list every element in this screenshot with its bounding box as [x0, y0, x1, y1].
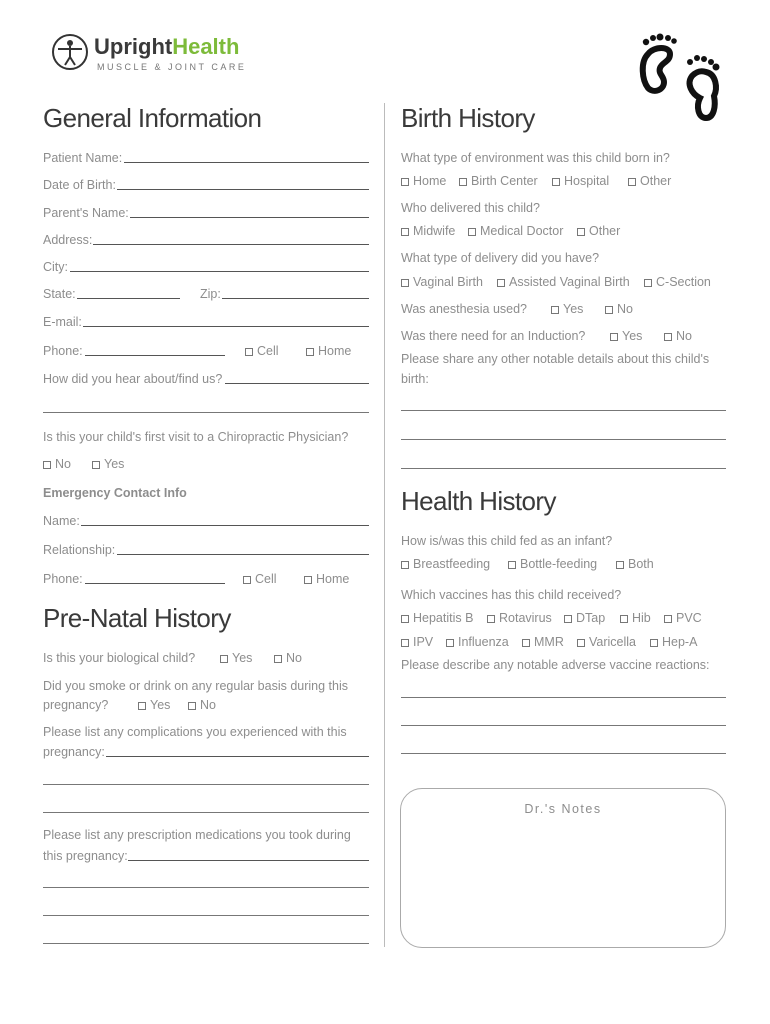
delivery-type-question: What type of delivery did you have? [401, 251, 600, 265]
env-home-option[interactable]: Home [401, 174, 446, 188]
fed-both-option[interactable]: Both [616, 557, 654, 571]
delivered-midwife-option[interactable]: Midwife [401, 224, 455, 238]
checkbox[interactable] [401, 615, 409, 623]
checkbox[interactable] [220, 655, 228, 663]
checkbox[interactable] [610, 333, 618, 341]
checkbox[interactable] [564, 615, 572, 623]
vaccine-influenza-option[interactable]: Influenza [446, 635, 509, 649]
doctors-notes-title: Dr.'s Notes [524, 802, 602, 816]
ec-relationship-field[interactable] [117, 554, 369, 555]
patient-name-label: Patient Name: [43, 151, 123, 165]
env-birth-center-option[interactable]: Birth Center [459, 174, 538, 188]
anesthesia-yes-option[interactable]: Yes [551, 302, 583, 316]
ec-cell-option[interactable]: Cell [243, 572, 277, 586]
delivered-question: Who delivered this child? [401, 201, 540, 215]
vaccine-hepatitis-b-option[interactable]: Hepatitis B [401, 611, 473, 625]
checkbox[interactable] [577, 639, 585, 647]
email-field[interactable] [83, 326, 369, 327]
smoke-question-line1: Did you smoke or drink on any regular basis during this [43, 679, 349, 693]
induction-question: Was there need for an Induction? [401, 329, 586, 343]
complications-field-line2[interactable] [43, 784, 369, 785]
phone-label: Phone: [43, 344, 83, 358]
checkbox[interactable] [522, 639, 530, 647]
general-information-heading: General Information [43, 103, 262, 133]
first-visit-yes-option[interactable]: Yes [92, 457, 124, 471]
notable-question-line2: birth: [401, 372, 429, 386]
zip-label: Zip: [200, 287, 221, 301]
parent-name-label: Parent's Name: [43, 206, 129, 220]
checkbox[interactable] [274, 655, 282, 663]
notable-question-line1: Please share any other notable details about this child's [401, 352, 710, 366]
checkbox[interactable] [577, 228, 585, 236]
dob-label: Date of Birth: [43, 178, 116, 192]
checkbox[interactable] [644, 279, 652, 287]
vaccine-ipv-option[interactable]: IPV [401, 635, 433, 649]
env-hospital-option[interactable]: Hospital [552, 174, 609, 188]
checkbox[interactable] [245, 348, 253, 356]
checkbox[interactable] [243, 576, 251, 584]
fed-breastfeeding-option[interactable]: Breastfeeding [401, 557, 490, 571]
checkbox[interactable] [446, 639, 454, 647]
delivery-vaginal-option[interactable]: Vaginal Birth [401, 275, 483, 289]
checkbox[interactable] [497, 279, 505, 287]
checkbox[interactable] [508, 561, 516, 569]
vaccine-hep-a-option[interactable]: Hep-A [650, 635, 697, 649]
vitruvian-man-icon [52, 34, 88, 70]
adverse-field-line3[interactable] [401, 753, 726, 754]
delivered-doctor-option[interactable]: Medical Doctor [468, 224, 563, 238]
checkbox[interactable] [43, 461, 51, 469]
bio-child-question: Is this your biological child? [43, 651, 196, 665]
checkbox[interactable] [138, 702, 146, 710]
ec-phone-label: Phone: [43, 572, 83, 586]
first-visit-question: Is this your child's first visit to a Chiropractic Physician? [43, 430, 349, 444]
meds-field[interactable] [128, 860, 369, 861]
checkbox[interactable] [459, 178, 467, 186]
doctors-notes-box[interactable] [400, 788, 726, 948]
meds-field-line3[interactable] [43, 915, 369, 916]
birth-history-heading: Birth History [401, 103, 535, 133]
zip-field[interactable] [222, 298, 369, 299]
phone-field[interactable] [85, 355, 225, 356]
checkbox[interactable] [620, 615, 628, 623]
checkbox[interactable] [401, 639, 409, 647]
vaccine-hib-option[interactable]: Hib [620, 611, 651, 625]
checkbox[interactable] [188, 702, 196, 710]
induction-no-option[interactable]: No [664, 329, 692, 343]
adverse-field-line2[interactable] [401, 725, 726, 726]
adverse-field-line1[interactable] [401, 697, 726, 698]
bio-child-no-option[interactable]: No [274, 651, 302, 665]
induction-yes-option[interactable]: Yes [610, 329, 642, 343]
delivery-csection-option[interactable]: C-Section [644, 275, 711, 289]
hear-about-field-line2[interactable] [43, 412, 369, 413]
meds-field-line4[interactable] [43, 943, 369, 944]
vaccine-rotavirus-option[interactable]: Rotavirus [487, 611, 552, 625]
email-label: E-mail: [43, 315, 82, 329]
checkbox[interactable] [401, 279, 409, 287]
hear-about-field[interactable] [225, 383, 369, 384]
vaccine-pvc-option[interactable]: PVC [664, 611, 702, 625]
address-label: Address: [43, 233, 93, 247]
delivered-other-option[interactable]: Other [577, 224, 620, 238]
checkbox[interactable] [401, 228, 409, 236]
checkbox[interactable] [551, 306, 559, 314]
env-other-option[interactable]: Other [628, 174, 671, 188]
dob-field[interactable] [117, 189, 369, 190]
checkbox[interactable] [401, 561, 409, 569]
smoke-no-option[interactable]: No [188, 698, 216, 712]
ec-name-label: Name: [43, 514, 80, 528]
state-field[interactable] [77, 298, 180, 299]
anesthesia-no-option[interactable]: No [605, 302, 633, 316]
first-visit-no-option[interactable]: No [43, 457, 71, 471]
checkbox[interactable] [664, 615, 672, 623]
checkbox[interactable] [605, 306, 613, 314]
notable-field-line3[interactable] [401, 468, 726, 469]
vaccine-dtap-option[interactable]: DTap [564, 611, 605, 625]
complications-question-line2: pregnancy: [43, 745, 105, 759]
delivery-assisted-option[interactable]: Assisted Vaginal Birth [497, 275, 630, 289]
environment-question: What type of environment was this child born in? [401, 151, 670, 165]
checkbox[interactable] [306, 348, 314, 356]
complications-question-line1: Please list any complications you experienced with this [43, 725, 347, 739]
fed-question: How is/was this child fed as an infant? [401, 534, 613, 548]
checkbox[interactable] [628, 178, 636, 186]
meds-question-line2: this pregnancy: [43, 849, 128, 863]
smoke-yes-option[interactable]: Yes [138, 698, 170, 712]
brand-logo [52, 34, 272, 78]
meds-question-line1: Please list any prescription medications you took during [43, 828, 351, 842]
adverse-reactions-question: Please describe any notable adverse vaccine reactions: [401, 658, 710, 672]
checkbox[interactable] [401, 178, 409, 186]
checkbox[interactable] [650, 639, 658, 647]
brand-tagline: MUSCLE & JOINT CARE [97, 62, 247, 72]
checkbox[interactable] [487, 615, 495, 623]
baby-feet-icon [634, 32, 726, 124]
ec-phone-field[interactable] [85, 583, 225, 584]
vaccines-question: Which vaccines has this child received? [401, 588, 622, 602]
column-divider [384, 103, 385, 947]
checkbox[interactable] [552, 178, 560, 186]
anesthesia-question: Was anesthesia used? [401, 302, 528, 316]
state-label: State: [43, 287, 76, 301]
ec-relationship-label: Relationship: [43, 543, 116, 557]
ec-name-field[interactable] [81, 525, 369, 526]
checkbox[interactable] [468, 228, 476, 236]
vaccine-varicella-option[interactable]: Varicella [577, 635, 636, 649]
complications-field-line3[interactable] [43, 812, 369, 813]
prenatal-history-heading: Pre-Natal History [43, 603, 231, 633]
vaccine-mmr-option[interactable]: MMR [522, 635, 564, 649]
city-field[interactable] [70, 271, 369, 272]
checkbox[interactable] [92, 461, 100, 469]
brand-name: UprightHealth [94, 34, 240, 59]
notable-field-line1[interactable] [401, 410, 726, 411]
hear-about-label: How did you hear about/find us? [43, 372, 223, 386]
address-field[interactable] [93, 244, 369, 245]
emergency-contact-heading: Emergency Contact Info [43, 486, 187, 500]
checkbox[interactable] [304, 576, 312, 584]
smoke-question-line2: pregnancy? [43, 698, 109, 712]
fed-bottle-option[interactable]: Bottle-feeding [508, 557, 597, 571]
bio-child-yes-option[interactable]: Yes [220, 651, 252, 665]
complications-field[interactable] [106, 756, 369, 757]
meds-field-line2[interactable] [43, 887, 369, 888]
checkbox[interactable] [616, 561, 624, 569]
phone-cell-option[interactable]: Cell [245, 344, 279, 358]
phone-home-option[interactable]: Home [306, 344, 351, 358]
health-history-heading: Health History [401, 486, 556, 516]
patient-name-field[interactable] [124, 162, 369, 163]
notable-field-line2[interactable] [401, 439, 726, 440]
city-label: City: [43, 260, 68, 274]
ec-home-option[interactable]: Home [304, 572, 349, 586]
checkbox[interactable] [664, 333, 672, 341]
parent-name-field[interactable] [130, 217, 369, 218]
